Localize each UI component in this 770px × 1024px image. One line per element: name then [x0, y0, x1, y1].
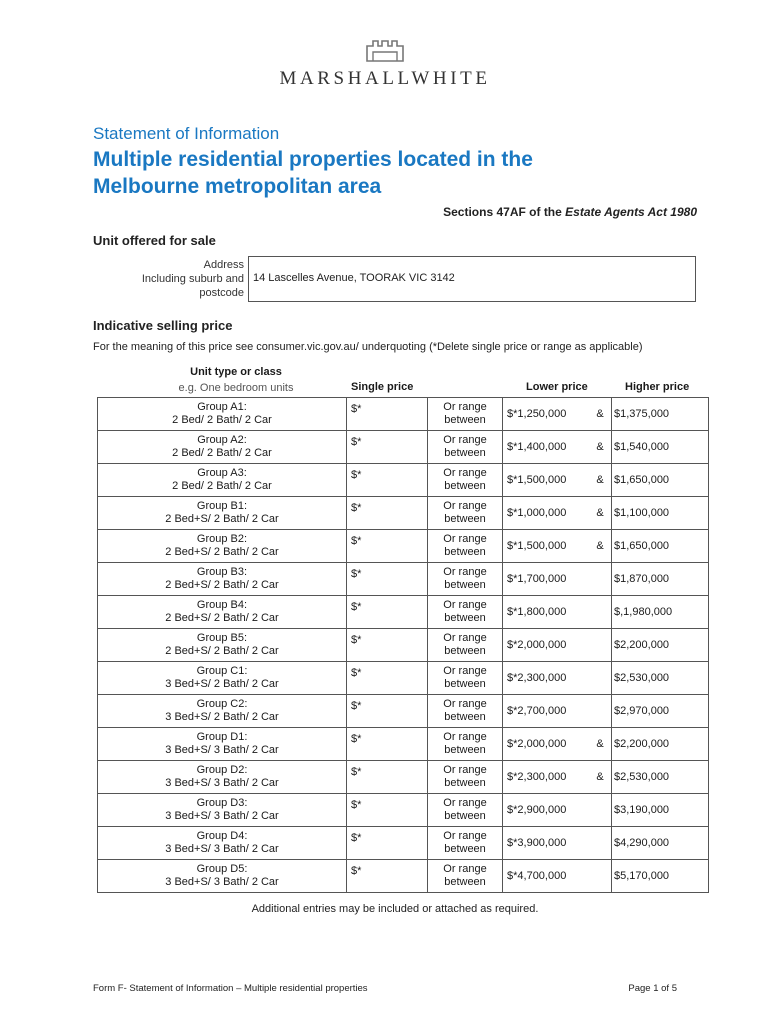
group-description: 3 Bed+S/ 2 Bath/ 2 Car: [165, 711, 279, 723]
between-label: between: [444, 810, 486, 822]
ampersand-cell: &: [589, 728, 612, 761]
single-price-cell[interactable]: [347, 860, 428, 893]
or-range-cell: [428, 431, 503, 464]
table-row: [98, 761, 709, 794]
unit-type-cell: [98, 794, 347, 827]
table-row: [98, 695, 709, 728]
single-price-value: $*: [351, 435, 362, 448]
group-description: 3 Bed+S/ 2 Bath/ 2 Car: [165, 678, 279, 690]
header-unit-type-label: Unit type or class: [190, 366, 282, 378]
lower-price-cell[interactable]: $*4,700,000: [503, 860, 590, 893]
or-range-label: Or range: [443, 698, 487, 710]
brand-wordmark: MARSHALLWHITE: [279, 68, 491, 89]
ampersand-cell: [589, 596, 612, 629]
ampersand-cell: &: [589, 398, 612, 431]
single-price-cell[interactable]: [347, 695, 428, 728]
lower-price-cell[interactable]: $*3,900,000: [503, 827, 590, 860]
header-unit-type: [98, 364, 374, 396]
unit-type-cell: [98, 827, 347, 860]
single-price-value: $*: [351, 534, 362, 547]
between-label: between: [444, 843, 486, 855]
ampersand-cell: [589, 860, 612, 893]
single-price-value: $*: [351, 732, 362, 745]
group-description: 2 Bed/ 2 Bath/ 2 Car: [172, 447, 272, 459]
or-range-cell: [428, 530, 503, 563]
between-label: between: [444, 513, 486, 525]
lower-price-cell[interactable]: $*1,500,000: [503, 464, 590, 497]
group-name: Group C2:: [196, 698, 248, 710]
higher-price-cell[interactable]: $2,200,000: [612, 629, 709, 662]
table-row: [98, 431, 709, 464]
unit-type-cell: [98, 695, 347, 728]
price-meaning-note: For the meaning of this price see consumer.vic.gov.au/ underquoting (*Delete single price or range as applicable): [93, 341, 643, 353]
single-price-cell[interactable]: [347, 431, 428, 464]
higher-price-cell[interactable]: $3,190,000: [612, 794, 709, 827]
or-range-cell: [428, 827, 503, 860]
ampersand-cell: &: [589, 497, 612, 530]
single-price-value: $*: [351, 699, 362, 712]
castle-logo-icon: [365, 40, 405, 62]
group-name: Group D1:: [196, 731, 248, 743]
single-price-value: $*: [351, 798, 362, 811]
act-name: Estate Agents Act 1980: [565, 205, 697, 219]
or-range-cell: [428, 695, 503, 728]
or-range-cell: [428, 761, 503, 794]
lower-price-cell[interactable]: $*2,300,000: [503, 761, 590, 794]
ampersand-cell: [589, 827, 612, 860]
group-description: 3 Bed+S/ 3 Bath/ 2 Car: [165, 744, 279, 756]
single-price-value: $*: [351, 864, 362, 877]
group-name: Group A3:: [197, 467, 247, 479]
unit-type-cell: [98, 464, 347, 497]
table-row: [98, 728, 709, 761]
header-higher-price: Higher price: [625, 381, 690, 393]
or-range-label: Or range: [443, 599, 487, 611]
table-row: [98, 662, 709, 695]
single-price-cell[interactable]: [347, 563, 428, 596]
or-range-label: Or range: [443, 533, 487, 545]
between-label: between: [444, 645, 486, 657]
table-row: [98, 464, 709, 497]
single-price-value: $*: [351, 600, 362, 613]
single-price-value: $*: [351, 402, 362, 415]
or-range-cell: [428, 662, 503, 695]
table-row: [98, 827, 709, 860]
single-price-cell[interactable]: [347, 497, 428, 530]
lower-price-cell[interactable]: $*1,250,000: [503, 398, 590, 431]
group-description: 2 Bed+S/ 2 Bath/ 2 Car: [165, 546, 279, 558]
table-row: [98, 563, 709, 596]
group-name: Group A1:: [197, 401, 247, 413]
header-unit-type-example: e.g. One bedroom units: [178, 382, 294, 394]
single-price-value: $*: [351, 765, 362, 778]
group-name: Group B4:: [196, 599, 248, 611]
unit-type-cell: [98, 431, 347, 464]
or-range-cell: [428, 563, 503, 596]
higher-price-cell[interactable]: $2,970,000: [612, 695, 709, 728]
or-range-label: Or range: [443, 665, 487, 677]
or-range-label: Or range: [443, 764, 487, 776]
header-single-price: Single price: [351, 381, 414, 393]
group-name: Group D2:: [196, 764, 248, 776]
or-range-cell: [428, 629, 503, 662]
single-price-value: $*: [351, 831, 362, 844]
or-range-label: Or range: [443, 863, 487, 875]
group-description: 2 Bed/ 2 Bath/ 2 Car: [172, 480, 272, 492]
group-description: 2 Bed+S/ 2 Bath/ 2 Car: [165, 513, 279, 525]
single-price-cell[interactable]: [347, 629, 428, 662]
higher-price-cell[interactable]: $1,100,000: [612, 497, 709, 530]
higher-price-cell[interactable]: $1,375,000: [612, 398, 709, 431]
unit-type-cell: [98, 398, 347, 431]
lower-price-cell[interactable]: $*2,300,000: [503, 662, 590, 695]
higher-price-cell[interactable]: $1,870,000: [612, 563, 709, 596]
lower-price-cell[interactable]: $*1,700,000: [503, 563, 590, 596]
higher-price-cell[interactable]: $,1,980,000: [612, 596, 709, 629]
address-field[interactable]: 14 Lascelles Avenue, TOORAK VIC 3142: [248, 256, 696, 302]
between-label: between: [444, 546, 486, 558]
group-name: Group D5:: [196, 863, 248, 875]
group-description: 2 Bed+S/ 2 Bath/ 2 Car: [165, 579, 279, 591]
group-name: Group B2:: [196, 533, 248, 545]
or-range-cell: [428, 860, 503, 893]
group-description: 3 Bed+S/ 3 Bath/ 2 Car: [165, 777, 279, 789]
group-description: 3 Bed+S/ 3 Bath/ 2 Car: [165, 843, 279, 855]
unit-type-cell: [98, 728, 347, 761]
ampersand-cell: &: [589, 761, 612, 794]
lower-price-cell[interactable]: $*2,000,000: [503, 728, 590, 761]
single-price-value: $*: [351, 501, 362, 514]
group-name: Group D3:: [196, 797, 248, 809]
ampersand-cell: [589, 794, 612, 827]
act-reference-prefix: Sections 47AF of the: [443, 205, 566, 219]
higher-price-cell[interactable]: $2,530,000: [612, 761, 709, 794]
unit-type-cell: [98, 761, 347, 794]
address-label-line-1: Address: [203, 259, 244, 271]
or-range-label: Or range: [443, 566, 487, 578]
table-row: [98, 497, 709, 530]
price-table: [97, 397, 709, 893]
lower-price-cell[interactable]: $*1,500,000: [503, 530, 590, 563]
group-description: 2 Bed/ 2 Bath/ 2 Car: [172, 414, 272, 426]
higher-price-cell[interactable]: $2,530,000: [612, 662, 709, 695]
between-label: between: [444, 744, 486, 756]
group-name: Group D4:: [196, 830, 248, 842]
ampersand-cell: &: [589, 530, 612, 563]
unit-type-cell: [98, 662, 347, 695]
single-price-cell[interactable]: [347, 728, 428, 761]
ampersand-cell: [589, 629, 612, 662]
ampersand-cell: [589, 563, 612, 596]
unit-type-cell: [98, 860, 347, 893]
or-range-cell: [428, 398, 503, 431]
or-range-cell: [428, 464, 503, 497]
act-reference: [443, 205, 697, 219]
table-row: [98, 860, 709, 893]
unit-type-cell: [98, 530, 347, 563]
between-label: between: [444, 876, 486, 888]
group-description: 3 Bed+S/ 3 Bath/ 2 Car: [165, 810, 279, 822]
higher-price-cell[interactable]: $5,170,000: [612, 860, 709, 893]
between-label: between: [444, 777, 486, 789]
or-range-cell: [428, 497, 503, 530]
footer-page-number: Page 1 of 5: [628, 983, 677, 994]
between-label: between: [444, 414, 486, 426]
higher-price-cell[interactable]: $1,650,000: [612, 530, 709, 563]
higher-price-cell[interactable]: $1,650,000: [612, 464, 709, 497]
or-range-label: Or range: [443, 500, 487, 512]
single-price-value: $*: [351, 633, 362, 646]
between-label: between: [444, 612, 486, 624]
or-range-label: Or range: [443, 797, 487, 809]
table-row: [98, 398, 709, 431]
lower-price-cell[interactable]: $*1,000,000: [503, 497, 590, 530]
lower-price-cell[interactable]: $*1,400,000: [503, 431, 590, 464]
unit-type-cell: [98, 596, 347, 629]
unit-type-cell: [98, 629, 347, 662]
lower-price-cell[interactable]: $*2,900,000: [503, 794, 590, 827]
between-label: between: [444, 579, 486, 591]
table-row: [98, 530, 709, 563]
group-name: Group B3:: [196, 566, 248, 578]
ampersand-cell: [589, 695, 612, 728]
page-title-line-1: Multiple residential properties located in the: [93, 148, 533, 171]
group-description: 2 Bed+S/ 2 Bath/ 2 Car: [165, 612, 279, 624]
table-row: [98, 596, 709, 629]
price-heading: Indicative selling price: [93, 318, 233, 333]
footer-form-title: Form F- Statement of Information – Multiple residential properties: [93, 983, 368, 994]
group-description: 3 Bed+S/ 3 Bath/ 2 Car: [165, 876, 279, 888]
ampersand-cell: &: [589, 464, 612, 497]
table-row: [98, 794, 709, 827]
group-name: Group A2:: [197, 434, 247, 446]
or-range-label: Or range: [443, 731, 487, 743]
single-price-cell[interactable]: [347, 761, 428, 794]
unit-type-cell: [98, 497, 347, 530]
address-label-line-3: postcode: [199, 287, 244, 299]
address-label-line-2: Including suburb and: [141, 273, 244, 285]
or-range-cell: [428, 596, 503, 629]
lower-price-cell[interactable]: $*2,700,000: [503, 695, 590, 728]
single-price-value: $*: [351, 468, 362, 481]
between-label: between: [444, 447, 486, 459]
or-range-label: Or range: [443, 830, 487, 842]
page-title: [93, 146, 653, 200]
ampersand-cell: &: [589, 431, 612, 464]
single-price-cell[interactable]: [347, 596, 428, 629]
or-range-label: Or range: [443, 401, 487, 413]
single-price-value: $*: [351, 567, 362, 580]
unit-heading: Unit offered for sale: [93, 233, 216, 248]
additional-entries-note: Additional entries may be included or attached as required.: [251, 903, 539, 915]
between-label: between: [444, 480, 486, 492]
unit-type-cell: [98, 563, 347, 596]
brand-logo: [0, 40, 770, 90]
single-price-cell[interactable]: [347, 464, 428, 497]
lower-price-cell[interactable]: $*2,000,000: [503, 629, 590, 662]
or-range-label: Or range: [443, 434, 487, 446]
group-description: 2 Bed+S/ 2 Bath/ 2 Car: [165, 645, 279, 657]
higher-price-cell[interactable]: $1,540,000: [612, 431, 709, 464]
group-name: Group B1:: [196, 500, 248, 512]
header-lower-price: Lower price: [526, 381, 588, 393]
or-range-cell: [428, 794, 503, 827]
or-range-label: Or range: [443, 632, 487, 644]
single-price-cell[interactable]: [347, 794, 428, 827]
single-price-cell[interactable]: [347, 530, 428, 563]
between-label: between: [444, 711, 486, 723]
between-label: between: [444, 678, 486, 690]
address-label: [108, 258, 244, 300]
or-range-cell: [428, 728, 503, 761]
single-price-cell[interactable]: [347, 662, 428, 695]
page-title-line-2: Melbourne metropolitan area: [93, 175, 382, 198]
or-range-label: Or range: [443, 467, 487, 479]
group-name: Group C1:: [196, 665, 248, 677]
single-price-cell[interactable]: [347, 398, 428, 431]
group-name: Group B5:: [196, 632, 248, 644]
ampersand-cell: [589, 662, 612, 695]
single-price-cell[interactable]: [347, 827, 428, 860]
single-price-value: $*: [351, 666, 362, 679]
table-row: [98, 629, 709, 662]
lower-price-cell[interactable]: $*1,800,000: [503, 596, 590, 629]
statement-title: Statement of Information: [93, 124, 280, 143]
higher-price-cell[interactable]: $2,200,000: [612, 728, 709, 761]
higher-price-cell[interactable]: $4,290,000: [612, 827, 709, 860]
